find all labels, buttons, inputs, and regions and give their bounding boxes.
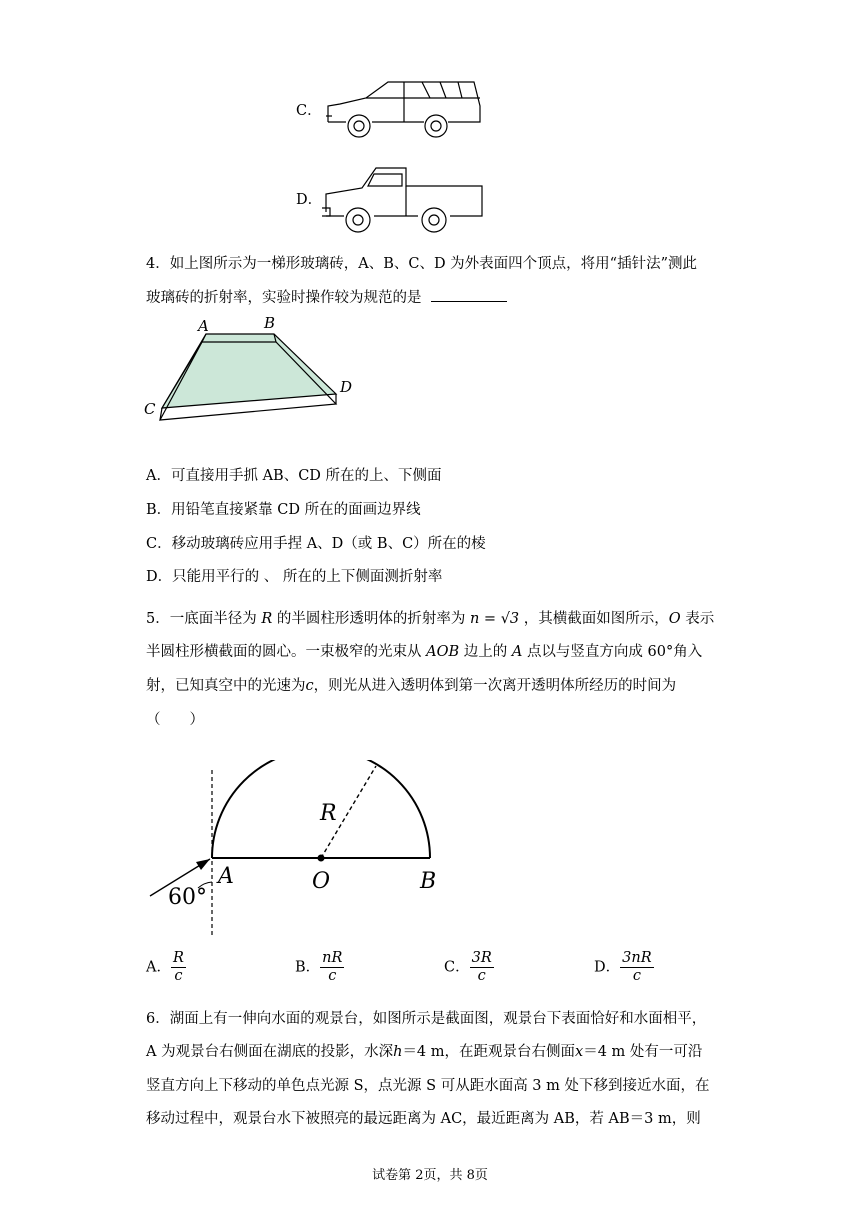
figure-label-a: A bbox=[218, 864, 234, 889]
option-d-label: D． bbox=[296, 192, 323, 208]
trapezoid-glass-brick-figure bbox=[140, 310, 360, 434]
semicircle-figure bbox=[140, 760, 460, 940]
option-c-label: C． bbox=[296, 103, 322, 119]
figure-label-b: B bbox=[264, 314, 276, 332]
figure-label-o: O bbox=[312, 869, 331, 894]
q4-option-b[interactable]: B．用铅笔直接紧靠 CD 所在的面画边界线 bbox=[146, 502, 421, 518]
figure-label-b: B bbox=[420, 869, 437, 894]
q5-line-4: （ ） bbox=[146, 712, 204, 728]
q5-option-a[interactable]: A． $\frac{R}{c}$ bbox=[146, 950, 184, 984]
q6-line-1: 6．湖面上有一伸向水面的观景台，如图所示是截面图，观景台下表面恰好和水面相平， bbox=[146, 1011, 707, 1027]
q6-line-4: 移动过程中，观景台水下被照亮的最远距离为 AC，最近距离为 AB，若 AB＝3 m，则 bbox=[146, 1111, 701, 1127]
answer-blank[interactable] bbox=[431, 287, 507, 302]
figure-label-angle: 60° bbox=[168, 885, 207, 910]
q5-line-3: 射，已知真空中的光速为c，则光从进入透明体到第一次离开透明体所经历的时间为 bbox=[146, 678, 677, 694]
q5-line-2: 半圆柱形横截面的圆心。一束极窄的光束从 AOB 边上的 A 点以与竖直方向成 60°角入 bbox=[146, 644, 703, 660]
q5-line-1: 5．一底面半径为 R 的半圆柱形透明体的折射率为 n = √3 ，其横截面如图所示，O 表示 bbox=[146, 611, 715, 627]
q6-line-2: A 为观景台右侧面在湖底的投影，水深h＝4 m，在距观景台右侧面x＝4 m 处有一可沿 bbox=[146, 1044, 703, 1060]
q4-option-a[interactable]: A．可直接用手抓 AB、CD 所在的上、下侧面 bbox=[146, 468, 442, 484]
pickup-truck-figure bbox=[318, 160, 488, 236]
figure-label-d: D bbox=[340, 378, 353, 396]
q4-line-2: 玻璃砖的折射率，实验时操作较为规范的是 bbox=[146, 287, 507, 308]
figure-label-a: A bbox=[198, 317, 209, 335]
page-footer: 试卷第 2页，共 8页 bbox=[372, 1168, 488, 1183]
q4-line-1: 4．如上图所示为一梯形玻璃砖，A、B、C、D 为外表面四个顶点，将用“插针法”测此 bbox=[146, 256, 698, 272]
car-wagon-figure bbox=[322, 76, 484, 138]
q4-option-d[interactable]: D．只能用平行的 、 所在的上下侧面测折射率 bbox=[146, 569, 443, 585]
q6-line-3: 竖直方向上下移动的单色点光源 S，点光源 S 可从距水面高 3 m 处下移到接近水面，在 bbox=[146, 1078, 710, 1094]
figure-label-r: R bbox=[320, 801, 337, 826]
q5-option-d[interactable]: D． $\frac{3nR}{c}$ bbox=[594, 950, 652, 984]
q5-option-b[interactable]: B． $\frac{nR}{c}$ bbox=[295, 950, 343, 984]
q4-option-c[interactable]: C．移动玻璃砖应用手捏 A、D（或 B、C）所在的棱 bbox=[146, 536, 486, 552]
arrow-icon bbox=[196, 859, 210, 870]
q5-option-c[interactable]: C． $\frac{3R}{c}$ bbox=[444, 950, 492, 984]
figure-label-c: C bbox=[144, 400, 156, 418]
